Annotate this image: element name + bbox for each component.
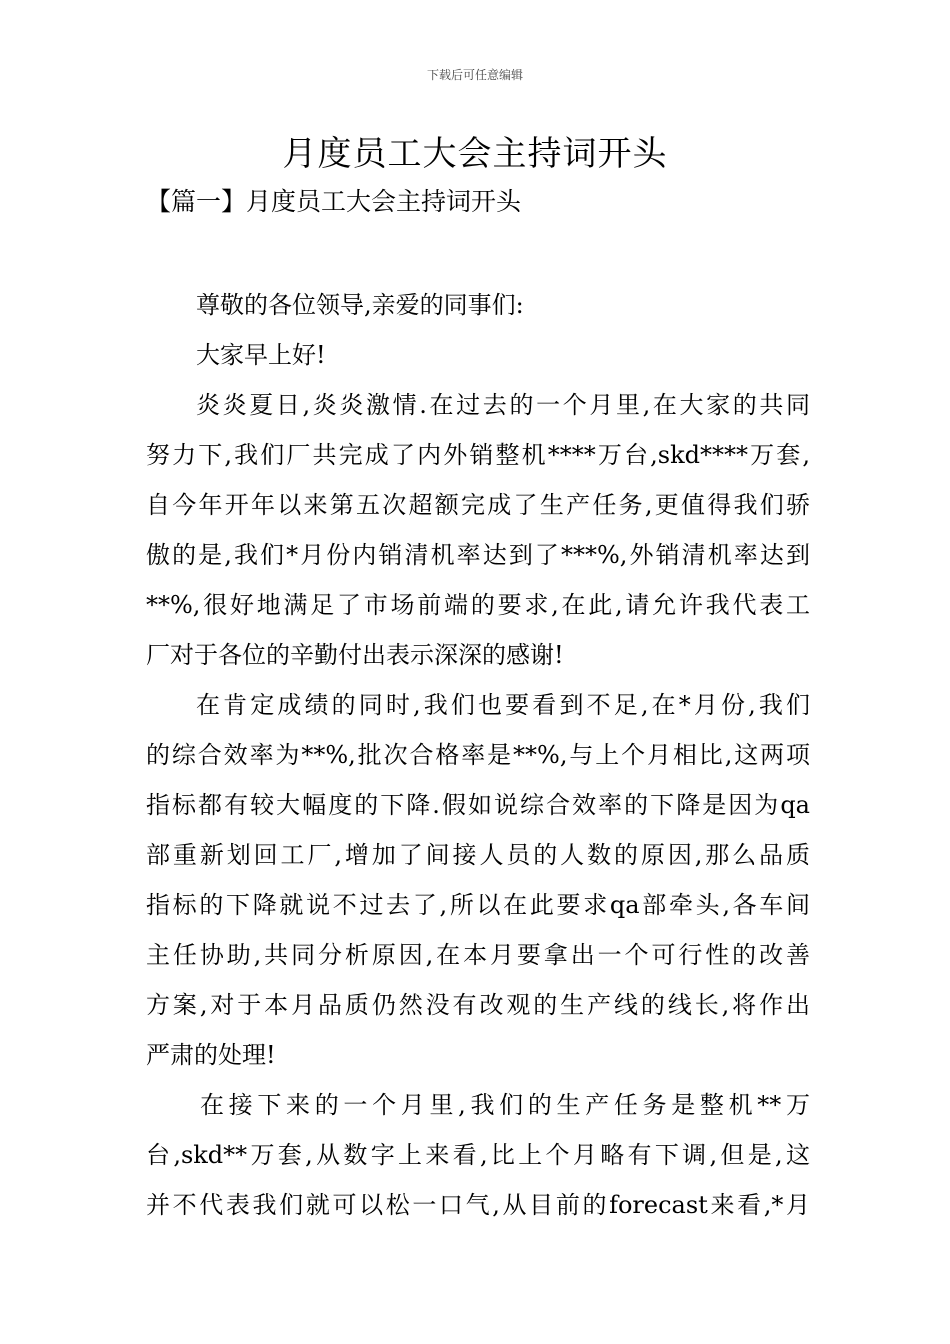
paragraph-line: 在接下来的一个月里,我们的生产任务是整机**万 bbox=[200, 1091, 810, 1119]
paragraph-line: 并不代表我们就可以松一口气,从目前的forecast来看,*月 bbox=[146, 1191, 810, 1219]
document-body bbox=[146, 280, 810, 1230]
paragraph-1 bbox=[146, 380, 810, 680]
paragraph-line: 部重新划回工厂,增加了间接人员的人数的原因,那么品质 bbox=[146, 841, 810, 869]
paragraph-line: 炎炎夏日,炎炎激情.在过去的一个月里,在大家的共同 bbox=[196, 391, 810, 419]
paragraph-line: 的综合效率为**%,批次合格率是**%,与上个月相比,这两项 bbox=[146, 741, 810, 769]
morning-line: 大家早上好! bbox=[196, 341, 326, 369]
paragraph-line: 厂对于各位的辛勤付出表示深深的感谢! bbox=[146, 641, 564, 669]
paragraph-2 bbox=[146, 680, 810, 1080]
document-title: 月度员工大会主持词开头 bbox=[282, 134, 668, 174]
paragraph-line: **%,很好地满足了市场前端的要求,在此,请允许我代表工 bbox=[146, 591, 810, 619]
section-heading: 【篇一】月度员工大会主持词开头 bbox=[146, 187, 522, 216]
paragraph-3 bbox=[146, 1080, 810, 1230]
header-note: 下载后可任意编辑 bbox=[426, 68, 523, 82]
paragraph-line: 傲的是,我们*月份内销清机率达到了***%,外销清机率达到 bbox=[146, 541, 810, 569]
paragraph-line: 自今年开年以来第五次超额完成了生产任务,更值得我们骄 bbox=[146, 491, 810, 519]
paragraph-line: 方案,对于本月品质仍然没有改观的生产线的线长,将作出 bbox=[146, 991, 810, 1019]
paragraph-line: 努力下,我们厂共完成了内外销整机****万台,skd****万套, bbox=[146, 441, 810, 469]
paragraph-line: 指标的下降就说不过去了,所以在此要求qa部牵头,各车间 bbox=[146, 891, 810, 919]
paragraph-line: 主任协助,共同分析原因,在本月要拿出一个可行性的改善 bbox=[146, 941, 810, 969]
paragraph-line: 严肃的处理! bbox=[146, 1041, 276, 1069]
paragraph-line: 台,skd**万套,从数字上来看,比上个月略有下调,但是,这 bbox=[146, 1141, 810, 1169]
greeting-line: 尊敬的各位领导,亲爱的同事们: bbox=[196, 291, 524, 319]
paragraph-line: 指标都有较大幅度的下降.假如说综合效率的下降是因为qa bbox=[146, 791, 810, 819]
paragraph-line: 在肯定成绩的同时,我们也要看到不足,在*月份,我们 bbox=[196, 691, 810, 719]
